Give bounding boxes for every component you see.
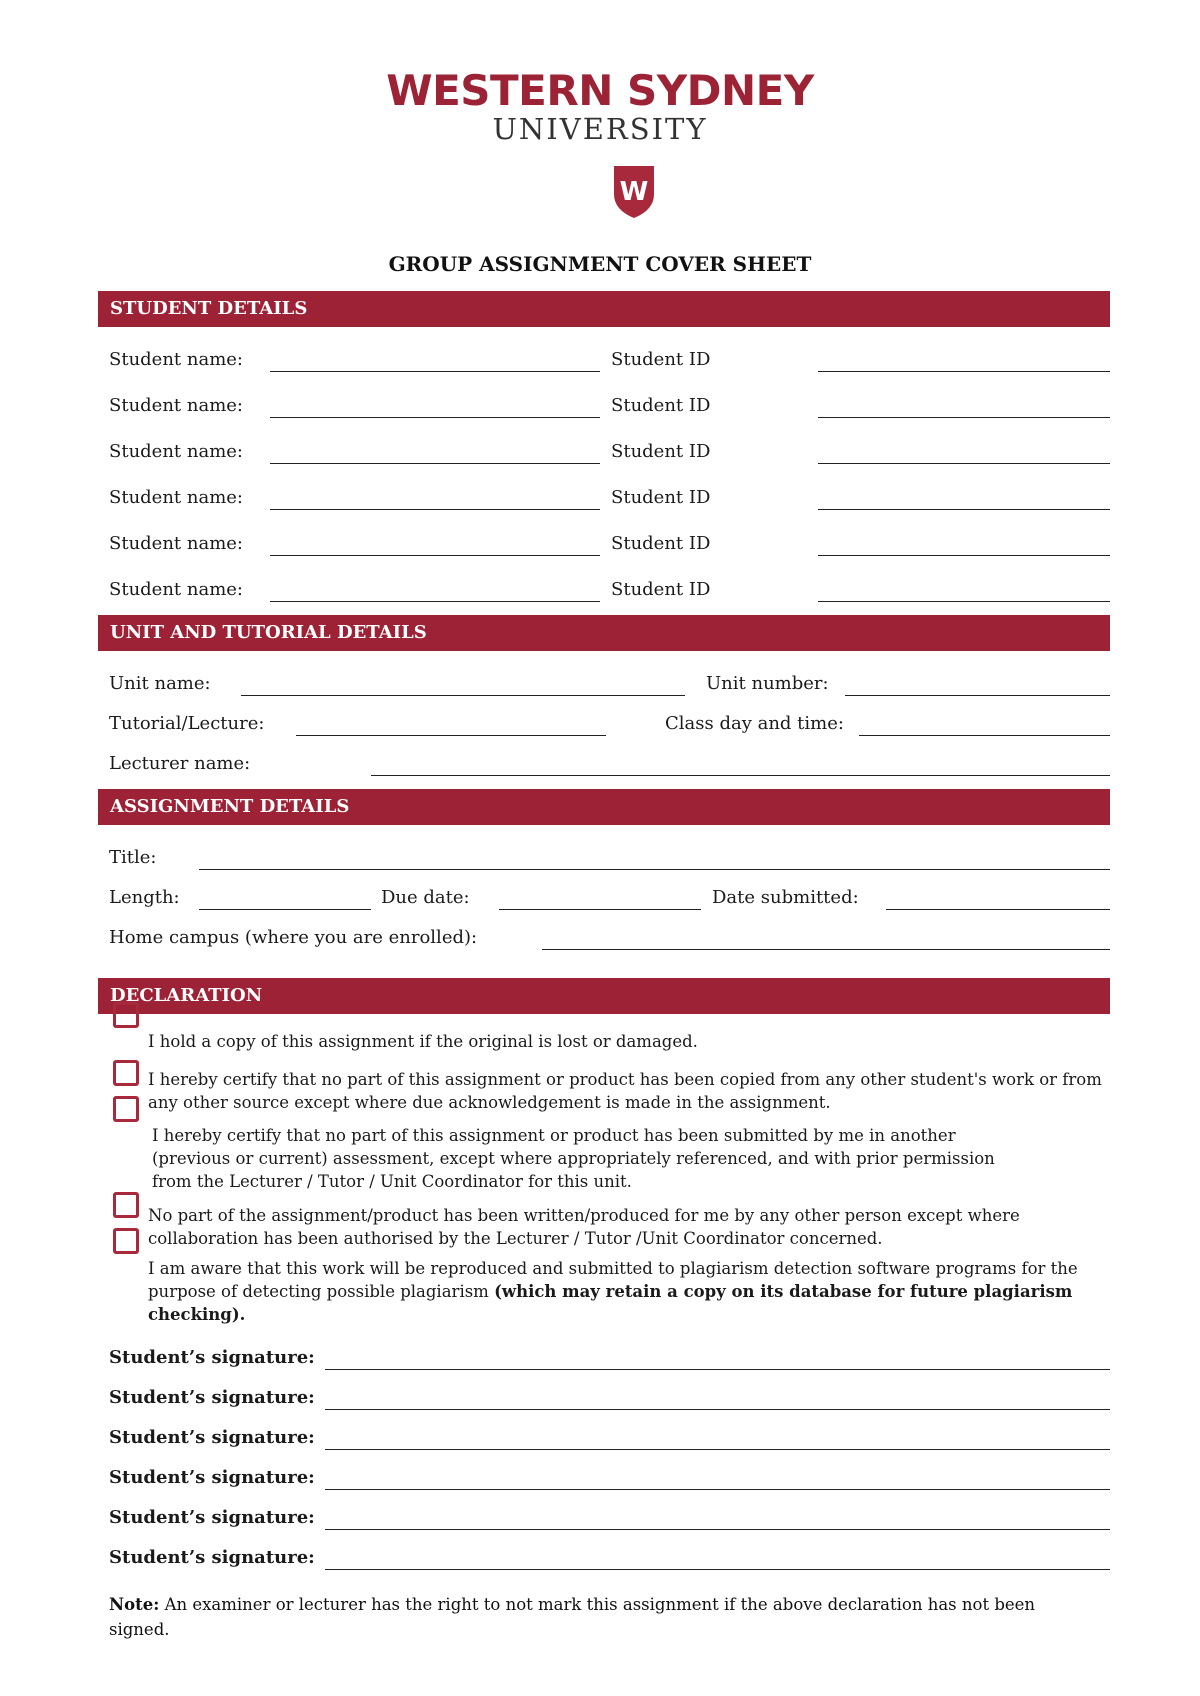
student-id-label: Student ID (611, 579, 711, 600)
university-logo-wordmark: WESTERN SYDNEY (386, 66, 814, 115)
student-id-label: Student ID (611, 349, 711, 370)
student-name-label: Student name: (109, 441, 243, 462)
declaration-item (148, 1257, 1108, 1326)
student-name-label: Student name: (109, 533, 243, 554)
signature-label: Student’s signature: (109, 1427, 315, 1448)
student-name-field[interactable] (270, 417, 600, 418)
unit-number-field[interactable] (845, 695, 1110, 696)
title-label: Title: (109, 847, 157, 868)
due-date-field[interactable] (499, 909, 701, 910)
signature-label: Student’s signature: (109, 1507, 315, 1528)
section-header-assignment-details: ASSIGNMENT DETAILS (98, 789, 1110, 825)
declaration-item-text: I am aware that this work will be reproduced and submitted to plagiarism detection software programs for the purpose of detecting possible plagiarism (148, 1259, 1078, 1301)
signature-field[interactable] (325, 1489, 1110, 1490)
declaration-checkbox[interactable] (113, 1060, 139, 1086)
student-id-label: Student ID (611, 487, 711, 508)
student-name-field[interactable] (270, 371, 600, 372)
unit-name-label: Unit name: (109, 673, 211, 694)
signature-field[interactable] (325, 1569, 1110, 1570)
lecturer-name-field[interactable] (371, 775, 1110, 776)
date-submitted-label: Date submitted: (712, 887, 859, 908)
home-campus-label: Home campus (where you are enrolled): (109, 927, 478, 948)
length-label: Length: (109, 887, 180, 908)
signature-field[interactable] (325, 1449, 1110, 1450)
signature-field[interactable] (325, 1409, 1110, 1410)
signature-label: Student’s signature: (109, 1547, 315, 1568)
class-day-time-field[interactable] (859, 735, 1110, 736)
student-name-label: Student name: (109, 487, 243, 508)
student-id-field[interactable] (818, 417, 1110, 418)
lecturer-name-label: Lecturer name: (109, 753, 251, 774)
section-header-unit-details: UNIT AND TUTORIAL DETAILS (98, 615, 1110, 651)
tutorial-lecture-field[interactable] (296, 735, 606, 736)
university-shield-icon (612, 164, 656, 220)
due-date-label: Due date: (381, 887, 470, 908)
shield-letter: W (619, 177, 649, 207)
declaration-checkbox[interactable] (113, 1002, 139, 1028)
student-name-label: Student name: (109, 349, 243, 370)
tutorial-lecture-label: Tutorial/Lecture: (109, 713, 265, 734)
length-field[interactable] (199, 909, 371, 910)
student-id-field[interactable] (818, 371, 1110, 372)
student-name-field[interactable] (270, 509, 600, 510)
signature-label: Student’s signature: (109, 1347, 315, 1368)
assignment-title-field[interactable] (199, 869, 1110, 870)
student-name-label: Student name: (109, 395, 243, 416)
declaration-checkbox[interactable] (113, 1096, 139, 1122)
student-id-label: Student ID (611, 441, 711, 462)
date-submitted-field[interactable] (886, 909, 1110, 910)
signature-field[interactable] (325, 1369, 1110, 1370)
section-header-declaration: DECLARATION (98, 978, 1110, 1014)
declaration-item: No part of the assignment/product has been written/produced for me by any other person except where collaboration has been authorised by the Lecturer / Tutor /Unit Coordinator concerned. (148, 1206, 1020, 1248)
declaration-item: I hereby certify that no part of this assignment or product has been copied from any other student's work or from any other source except where due acknowledgement is made in the assignment. (148, 1070, 1102, 1112)
home-campus-field[interactable] (542, 949, 1110, 950)
student-id-field[interactable] (818, 601, 1110, 602)
note-label: Note: (109, 1595, 160, 1614)
declaration-item: I hold a copy of this assignment if the original is lost or damaged. (148, 1032, 698, 1051)
declaration-item-emphasis: (which may retain a copy on its database for future plagiarism checking). (148, 1282, 1073, 1324)
section-header-student-details: STUDENT DETAILS (98, 291, 1110, 327)
university-logo-subtitle: UNIVERSITY (492, 112, 708, 146)
signature-label: Student’s signature: (109, 1387, 315, 1408)
unit-number-label: Unit number: (706, 673, 829, 694)
declaration-checkbox[interactable] (113, 1192, 139, 1218)
student-id-label: Student ID (611, 395, 711, 416)
note-text: An examiner or lecturer has the right to not mark this assignment if the above declaration has not been signed. (109, 1595, 1036, 1639)
class-day-time-label: Class day and time: (665, 713, 844, 734)
student-name-field[interactable] (270, 601, 600, 602)
signature-field[interactable] (325, 1529, 1110, 1530)
student-name-field[interactable] (270, 463, 600, 464)
declaration-item: I hereby certify that no part of this assignment or product has been submitted by me in another (previous or current) assessment, except where appropriately referenced, and with prior permission from the Lecturer / Tutor / Unit Coordinator for this unit. (152, 1126, 995, 1191)
student-id-field[interactable] (818, 463, 1110, 464)
signature-label: Student’s signature: (109, 1467, 315, 1488)
student-id-field[interactable] (818, 509, 1110, 510)
student-name-field[interactable] (270, 555, 600, 556)
student-name-label: Student name: (109, 579, 243, 600)
declaration-checkbox[interactable] (113, 1228, 139, 1254)
footer-note (109, 1592, 1099, 1642)
student-id-field[interactable] (818, 555, 1110, 556)
page-title: GROUP ASSIGNMENT COVER SHEET (388, 252, 812, 276)
unit-name-field[interactable] (241, 695, 685, 696)
student-id-label: Student ID (611, 533, 711, 554)
